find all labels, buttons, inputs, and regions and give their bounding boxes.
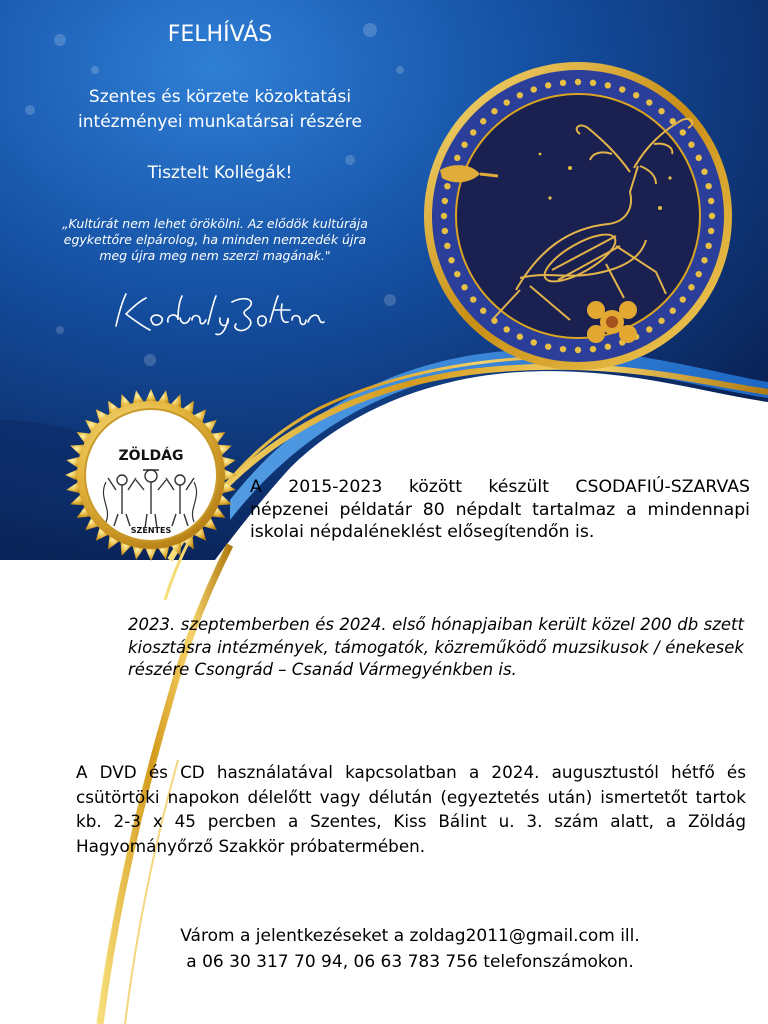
medallion-dot [658,108,664,114]
medallion-dot [442,198,448,204]
kodaly-signature [108,288,338,338]
medallion-dot [448,257,454,263]
medallion-dot [633,92,639,98]
seal-name: ZÖLDÁG [118,448,184,464]
medallion-dot [454,155,460,161]
greeting: Tisztelt Kollégák! [147,163,293,183]
medallion-dot [491,108,497,114]
medallion-dot [444,183,450,189]
medallion-dot [545,82,551,88]
medallion-dot [658,318,664,324]
medallion-dot [480,118,486,124]
contact-line-phone: a 06 30 317 70 94, 06 63 783 756 telefonszámokon. [186,952,634,972]
medallion-dot [504,99,510,105]
medallion-dot [480,308,486,314]
medallion-dot [545,343,551,349]
medallion-dot [680,129,686,135]
medallion-dot [531,339,537,345]
medallion-dot [560,346,566,352]
paragraph-presentation: A DVD és CD használatával kapcsolatban a 2024. augusztustól hétfő és csütörtöki napokon délelőtt vagy délután (egyeztetés után) ismertetőt tartok kb. 2-3 x 45 percben a Szentes, Kiss Bálint u. 3. szám alatt, a Zöldág Hagyományőrző Szakkör próbatermében. [76,762,746,856]
medallion-dot [590,80,596,86]
contact-line-email: Várom a jelentkezéseket a zoldag2011@gmail.com ill. [180,926,640,946]
medallion-dot [701,169,707,175]
medallion-dot [575,347,581,353]
medallion-dot [470,296,476,302]
medallion-dot [575,79,581,85]
medallion-dot [441,213,447,219]
medallion-dot [590,346,596,352]
paragraph-distribution: 2023. szeptemberben és 2024. első hónapjaiban került közel 200 db szett kiosztásra intézmények, támogatók, közreműködő muzsikusok / énekesek részére Csongrád – Csanád Vármegyénkben is. [128,615,744,679]
medallion-dot [705,243,711,249]
deer-medallion [420,58,736,374]
medallion-dot [688,284,694,290]
medallion-dot [696,155,702,161]
medallion-dot [442,228,448,234]
kodaly-quote: „Kultúrát nem lehet örökölni. Az elődök kultúrája egykettőre elpárolog, ha minden nemzedék újra meg újra meg nem szerzi magának." [62,216,368,263]
medallion-dot [670,308,676,314]
medallion-dot [517,334,523,340]
medallion-dot [646,326,652,332]
medallion-dot [517,92,523,98]
medallion-dot [605,343,611,349]
medallion-dot [646,99,652,105]
medallion-dot [619,86,625,92]
audience-line-1: Szentes és körzete közoktatási [88,87,352,107]
audience-line-2: intézményei munkatársai részére [78,112,362,132]
medallion-dot [701,257,707,263]
medallion-dot [705,183,711,189]
medallion-dot [560,80,566,86]
zoldag-seal [62,386,240,564]
paragraph-intro: A 2015-2023 között készült CSODAFIÚ-SZARVAS népzenei példatár 80 népdalt tartalmaz a mindennapi iskolai népdaléneklést elősegítendőn is. [250,477,750,542]
medallion-dot [461,284,467,290]
medallion-dot [470,129,476,135]
medallion-dot [696,271,702,277]
medallion-dot [454,271,460,277]
medallion-dot [605,82,611,88]
medallion-dot [680,296,686,302]
medallion-dot [531,86,537,92]
medallion-dot [444,243,450,249]
medallion-dot [708,198,714,204]
medallion-dot [461,142,467,148]
medallion-dot [709,213,715,219]
seal-town: SZENTES [130,526,172,535]
page-title: FELHÍVÁS [167,22,273,47]
medallion-dot [688,142,694,148]
medallion-dot [708,228,714,234]
medallion-dot [504,326,510,332]
